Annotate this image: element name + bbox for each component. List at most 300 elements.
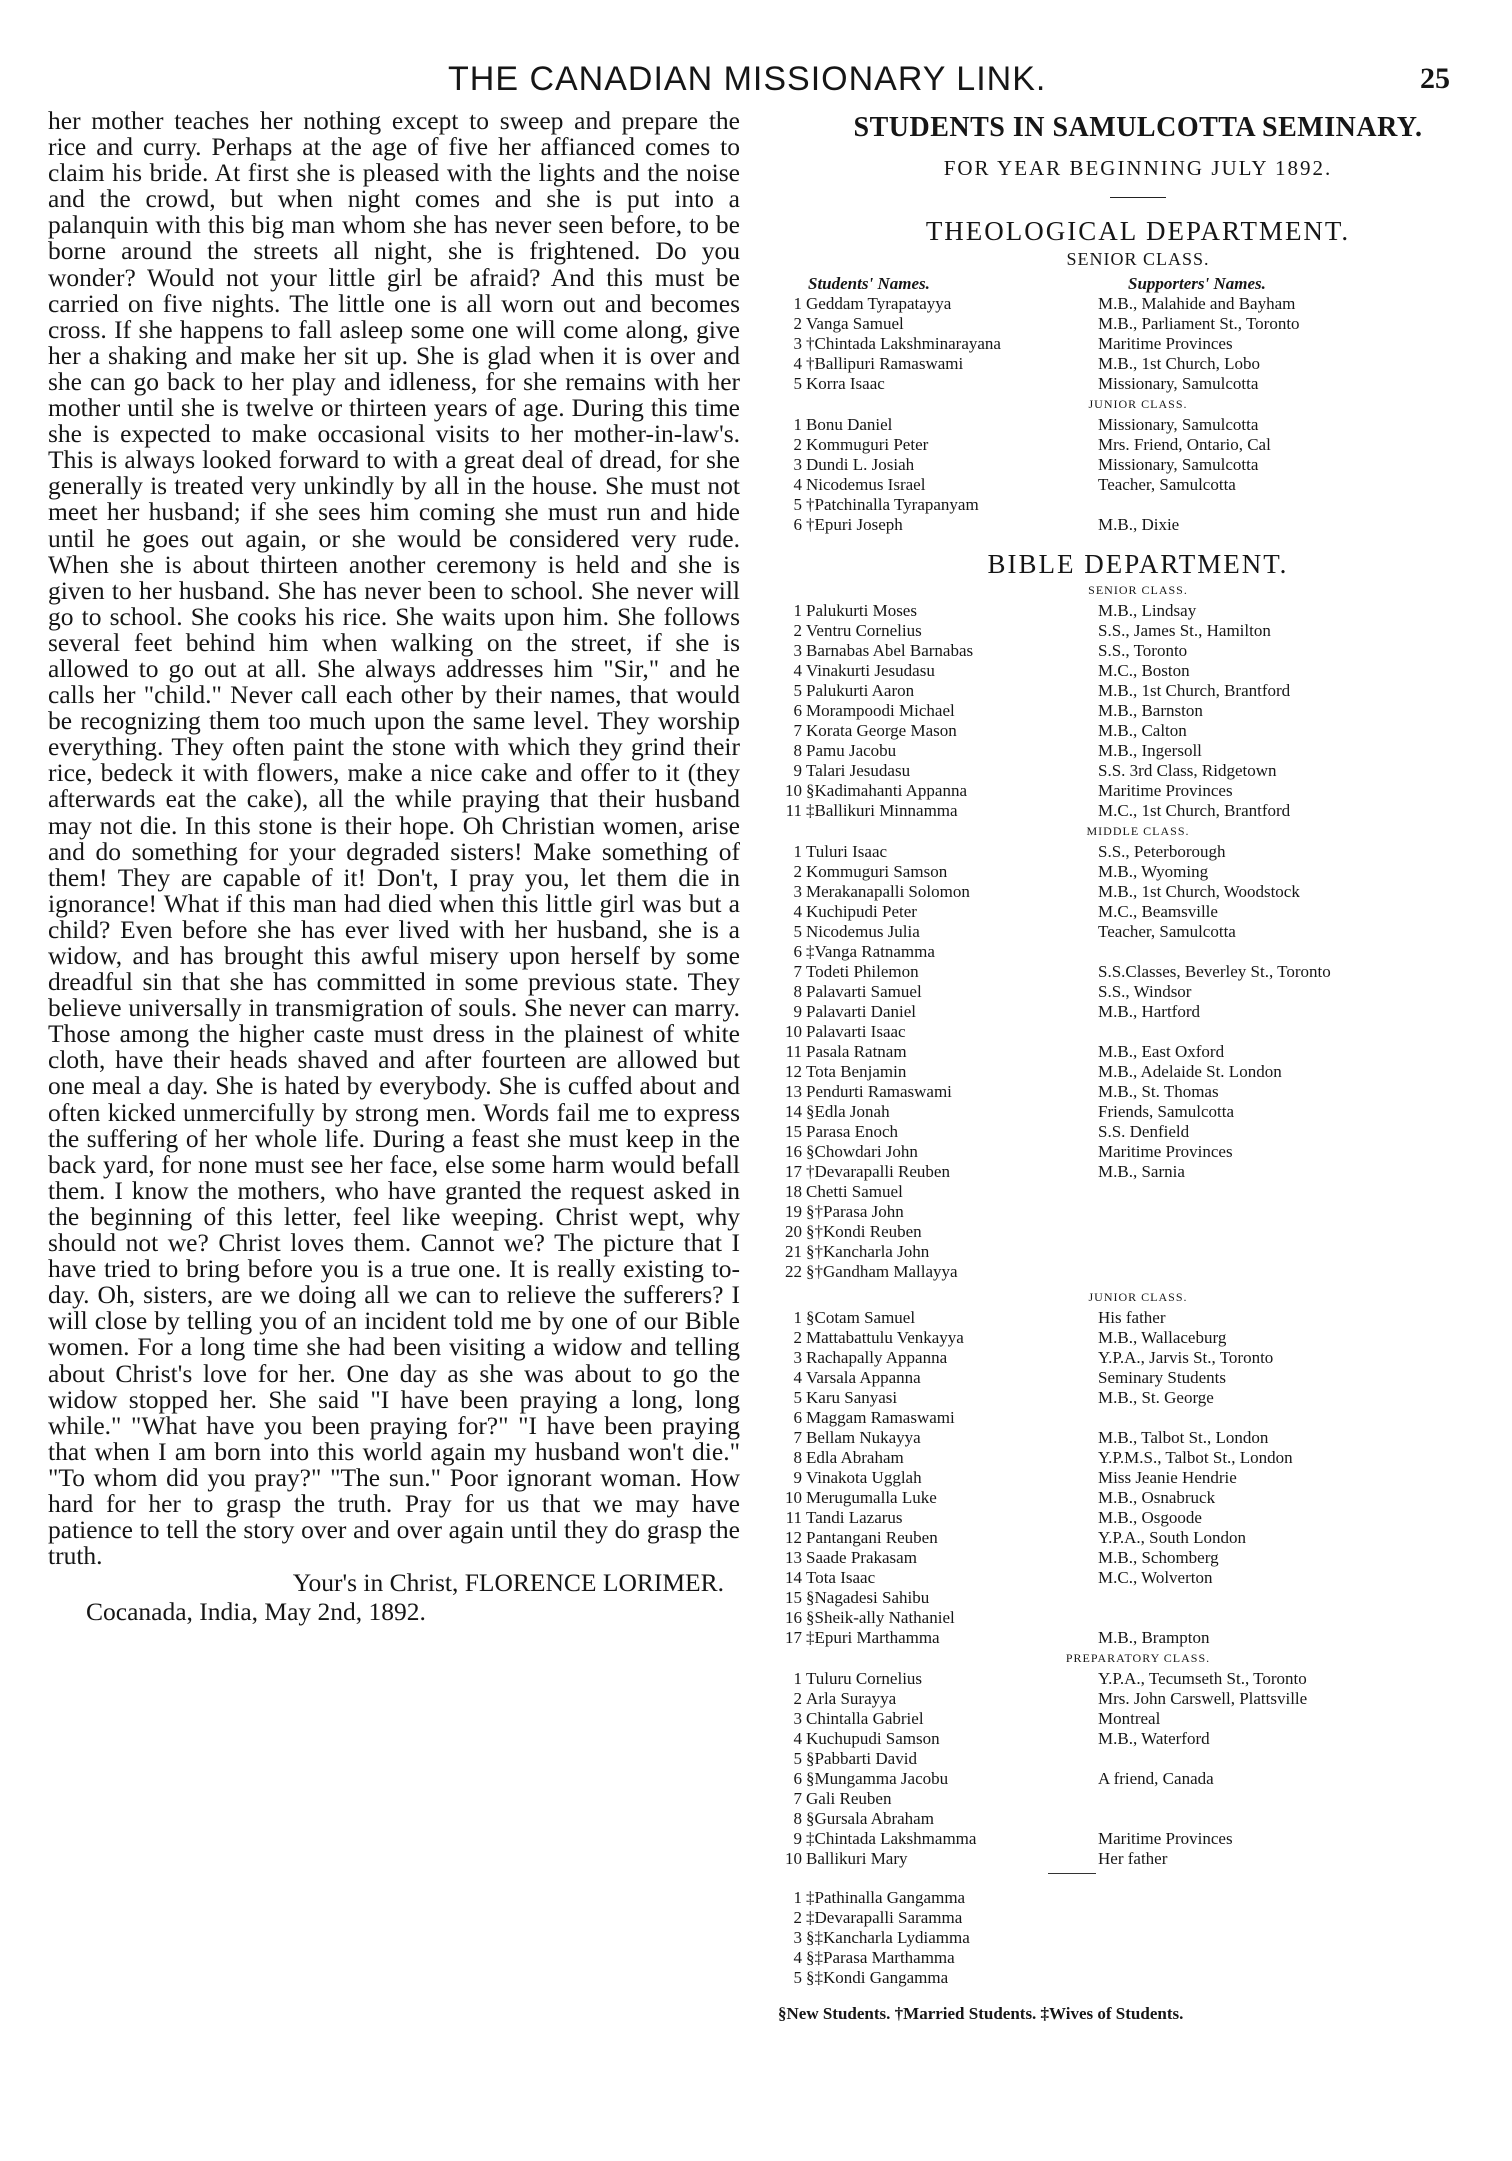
student-number: 2 (793, 1328, 802, 1347)
student-row (778, 415, 1498, 435)
class-heading: SENIOR CLASS. (1088, 583, 1188, 597)
supporter-name (1098, 495, 1498, 515)
student-number: 9 (793, 1468, 802, 1487)
student-row (778, 1328, 1498, 1348)
student-name: Saade Prakasam (806, 1548, 917, 1567)
student-number: 12 (785, 1528, 802, 1547)
divider (1110, 197, 1166, 198)
student-row (778, 1022, 1498, 1042)
supporter-name: Maritime Provinces (1098, 1829, 1233, 1848)
student-number: 3 (793, 1348, 802, 1367)
student-row (778, 661, 1498, 681)
student-row (778, 1082, 1498, 1102)
student-name: Arla Surayya (806, 1689, 897, 1708)
student-number: 5 (793, 495, 802, 514)
student-row (778, 1528, 1498, 1548)
student-number: 7 (793, 1428, 802, 1447)
student-number: 9 (793, 761, 802, 780)
student-number: 8 (793, 741, 802, 760)
student-number: 8 (793, 1448, 802, 1467)
roster-legend: §New Students. †Married Students. ‡Wives of Students. (778, 2004, 1184, 2023)
student-name: Palukurti Moses (806, 601, 917, 620)
student-name: Palavarti Daniel (806, 1002, 916, 1021)
student-row (778, 1769, 1498, 1789)
student-number: 5 (793, 681, 802, 700)
student-row (778, 1222, 1498, 1242)
supporter-name (1098, 1242, 1498, 1262)
student-name: Dundi L. Josiah (806, 455, 915, 474)
student-number: 13 (785, 1548, 802, 1567)
student-name: Tota Benjamin (806, 1062, 907, 1081)
student-name: ‡Chintada Lakshmamma (806, 1829, 977, 1848)
roster-subtitle: FOR YEAR BEGINNING JULY 1892. (943, 156, 1333, 180)
student-row (778, 1468, 1498, 1488)
student-number: 6 (793, 942, 802, 961)
supporter-name (1098, 1182, 1498, 1202)
student-name: †Patchinalla Tyrapanyam (806, 495, 979, 514)
student-name: Morampoodi Michael (806, 701, 955, 720)
supporter-name: S.S., Peterborough (1098, 842, 1226, 861)
student-name: ‡Devarapalli Saramma (806, 1908, 963, 1927)
student-row (778, 1202, 1498, 1222)
student-name: §Nagadesi Sahibu (806, 1588, 930, 1607)
student-number: 4 (793, 1948, 802, 1967)
student-number: 5 (793, 374, 802, 393)
supporter-name: M.B., East Oxford (1098, 1042, 1225, 1061)
student-number: 22 (785, 1262, 802, 1281)
student-name: Palukurti Aaron (806, 681, 915, 700)
supporter-name (1098, 1908, 1498, 1928)
supporter-name: M.B., Osnabruck (1098, 1488, 1216, 1507)
student-number: 5 (793, 922, 802, 941)
supporter-name: S.S. Denfield (1098, 1122, 1190, 1141)
student-row (778, 1789, 1498, 1809)
student-number: 6 (793, 701, 802, 720)
student-number: 1 (793, 1669, 802, 1688)
student-row (778, 942, 1498, 962)
supporter-name (1098, 1588, 1498, 1608)
student-row (778, 1348, 1498, 1368)
student-row (778, 1948, 1498, 1968)
letter-paragraph: her mother teaches her nothing except to sweep and prepare the rice and curry. Perhaps at the age of five her affianced comes to claim his bride. At first she is pleased with the lights and the noise and the crowd, but when night comes and she is put into a palanquin with this big man whom she has never seen before, to be borne around the streets all night, she is frightened. Do you wonder? Would not your little girl be afraid? And this must be carried on five nights. The little one is all worn out and becomes cross. If she happens to fall asleep some one will come along, give her a shaking and make her sit up. She is glad when it is over and she can go back to her play and idleness, for she remains with her mother until she is twelve or thirteen years of age. During this time she is expected to make occasional visits to her mother-in-law's. This is always looked forward to with a great deal of dread, for she generally is treated very unkindly by all in the house. She must not meet her husband; if she sees him coming she must run and hide until he goes out again, or she would be considered very rude. When she is about thirteen another ceremony is held and she is given to her husband. She has never been to school. She never will go to school. She cooks his rice. She waits upon him. She follows several feet behind him when walking on the street, if she is allowed to go out at all. She always addresses him "Sir," and he calls her "child." Never call each other by their names, that would be recognizing them too much upon the same level. They worship everything. They often paint the stone with which they grind their rice, bedeck it with flowers, make a nice cake and offer to it (they afterwards eat the cake), all the while praying that their husband may not die. In this stone is their hope. Oh Christian women, arise and do something for your degraded sisters! Make something of them! They are capable of it! Don't, I pray you, let them die in ignorance! What if this man had died when this little girl was but a child? Even before she has ever lived with her husband, she is a widow, and has brought this awful misery upon herself by some dreadful sin that she has committed in some previous state. They believe universally in transmigration of souls. She never can marry. Those among the higher caste must dress in the plainest of white cloth, have their heads shaved and after fourteen are allowed but one meal a day. She is hated by everybody. She is cuffed about and often kicked unmercifully by strong men. Words fail me to express the suffering of her whole life. During a feast she must keep in the back yard, for none must see her face, else some harm would befall them. I know the mothers, who have granted the request asked in the beginning of this letter, feel like weeping. Christ wept, why should not we? Christ loves them. Cannot we? The picture that I have tried to bring before you is a true one. It is really existing to-day. Oh, sisters, are we doing all we can to relieve the sufferers? I will close by telling you of an incident told me by one of our Bible women. For a long time she had been visiting a widow and telling about Christ's love for her. One day as she was about to go the widow stopped her. She said "I have been praying a long, long while." "What have you been praying for?" "I have been praying that when I am born into this world again my husband won't die." "To whom did you pray?" "The sun." Poor ignorant woman. How hard for her to grasp the truth. Pray for us that we may have patience to tell the story over and over again until they do grasp the truth. (48, 106, 740, 1571)
student-row (778, 902, 1498, 922)
supporter-name: Y.P.A., South London (1098, 1528, 1246, 1547)
student-name: §Kadimahanti Appanna (806, 781, 967, 800)
student-name: †Epuri Joseph (806, 515, 903, 534)
student-number: 9 (793, 1829, 802, 1848)
supporter-name: Seminary Students (1098, 1368, 1226, 1387)
student-row (778, 1548, 1498, 1568)
student-name: †Ballipuri Ramaswami (806, 354, 964, 373)
supporter-name: S.S. 3rd Class, Ridgetown (1098, 761, 1277, 780)
student-name: Bellam Nukayya (806, 1428, 921, 1447)
student-row (778, 455, 1498, 475)
student-row (778, 1242, 1498, 1262)
supporter-name: M.B., Lindsay (1098, 601, 1197, 620)
student-number: 1 (793, 842, 802, 861)
student-name: §†Parasa John (806, 1202, 904, 1221)
student-number: 16 (785, 1608, 802, 1627)
supporter-name: M.B., Schomberg (1098, 1548, 1219, 1567)
page-number: 25 (1420, 62, 1450, 95)
student-number: 6 (793, 1769, 802, 1788)
student-number: 7 (793, 721, 802, 740)
theological-junior-list (778, 415, 1498, 535)
supporter-name: M.B., Malahide and Bayham (1098, 294, 1296, 313)
supporter-name (1098, 1789, 1498, 1809)
student-name: ‡Pathinalla Gangamma (806, 1888, 966, 1907)
student-number: 3 (793, 1709, 802, 1728)
supporter-name: Missionary, Samulcotta (1098, 374, 1259, 393)
student-row (778, 1448, 1498, 1468)
student-name: Parasa Enoch (806, 1122, 899, 1141)
student-number: 11 (785, 801, 802, 820)
student-row (778, 842, 1498, 862)
student-row (778, 294, 1498, 314)
supporter-name (1098, 1948, 1498, 1968)
supporter-name: M.C., Beamsville (1098, 902, 1218, 921)
student-name: Mattabattulu Venkayya (806, 1328, 964, 1347)
student-name: Edla Abraham (806, 1448, 904, 1467)
student-row (778, 1888, 1498, 1908)
student-name: Palavarti Samuel (806, 982, 922, 1001)
student-row (778, 1628, 1498, 1648)
student-row (778, 314, 1498, 334)
student-number: 2 (793, 862, 802, 881)
student-row (778, 1669, 1498, 1689)
student-name: ‡Ballikuri Minnamma (806, 801, 958, 820)
student-row (778, 1709, 1498, 1729)
student-row (778, 1829, 1498, 1849)
student-row (778, 681, 1498, 701)
supporter-name: M.B., St. Thomas (1098, 1082, 1219, 1101)
student-name: †Chintada Lakshminarayana (806, 334, 1001, 353)
student-name: §‡Kancharla Lydiamma (806, 1928, 970, 1947)
theological-heading: THEOLOGICAL DEPARTMENT. (925, 216, 1351, 246)
student-name: Ventru Cornelius (806, 621, 922, 640)
student-number: 3 (793, 882, 802, 901)
student-number: 15 (785, 1122, 802, 1141)
student-row (778, 1042, 1498, 1062)
supporter-name: Miss Jeanie Hendrie (1098, 1468, 1237, 1487)
letter-signature: Your's in Christ, FLORENCE LORIMER. (292, 1568, 724, 1598)
student-row (778, 1849, 1498, 1869)
student-number: 3 (793, 455, 802, 474)
student-number: 4 (793, 1729, 802, 1748)
student-number: 15 (785, 1588, 802, 1607)
student-name: †Devarapalli Reuben (806, 1162, 950, 1181)
theological-senior-list (778, 294, 1498, 394)
student-row (778, 374, 1498, 394)
student-row (778, 741, 1498, 761)
bible-senior-list (778, 601, 1498, 821)
student-row (778, 1002, 1498, 1022)
supporter-name: Teacher, Samulcotta (1098, 475, 1236, 494)
student-name: Tuluri Isaac (806, 842, 888, 861)
student-name: Merakanapalli Solomon (806, 882, 970, 901)
supporter-name: Y.P.A., Jarvis St., Toronto (1098, 1348, 1274, 1367)
supporter-name: Mrs. John Carswell, Plattsville (1098, 1689, 1308, 1708)
letter-column (48, 108, 740, 1625)
student-name: ‡Vanga Ratnamma (806, 942, 935, 961)
student-name: Vanga Samuel (806, 314, 904, 333)
student-row (778, 862, 1498, 882)
student-name: §‡Kondi Gangamma (806, 1968, 949, 1987)
column-headings (778, 274, 1498, 294)
student-name: Palavarti Isaac (806, 1022, 906, 1041)
class-heading: SENIOR CLASS. (1066, 249, 1210, 269)
student-number: 1 (793, 415, 802, 434)
page-header (0, 60, 1512, 100)
student-name: Chintalla Gabriel (806, 1709, 924, 1728)
supporter-name: Montreal (1098, 1709, 1161, 1728)
student-number: 8 (793, 1809, 802, 1828)
student-number: 1 (793, 294, 802, 313)
student-name: Geddam Tyrapatayya (806, 294, 952, 313)
student-number: 7 (793, 1789, 802, 1808)
student-number: 9 (793, 1002, 802, 1021)
student-row (778, 801, 1498, 821)
student-name: Tota Isaac (806, 1568, 876, 1587)
student-number: 2 (793, 314, 802, 333)
student-number: 20 (785, 1222, 802, 1241)
student-name: Vinakurti Jesudasu (806, 661, 935, 680)
student-number: 8 (793, 982, 802, 1001)
student-row (778, 621, 1498, 641)
student-row (778, 982, 1498, 1002)
supporter-name (1098, 1888, 1498, 1908)
student-row (778, 1102, 1498, 1122)
student-name: Gali Reuben (806, 1789, 892, 1808)
student-name: Nicodemus Israel (806, 475, 926, 494)
student-number: 10 (785, 781, 802, 800)
student-row (778, 1262, 1498, 1282)
student-row (778, 882, 1498, 902)
student-number: 11 (785, 1508, 802, 1527)
supporter-name: Missionary, Samulcotta (1098, 455, 1259, 474)
student-name: §†Kondi Reuben (806, 1222, 922, 1241)
student-name: Ballikuri Mary (806, 1849, 908, 1868)
supporter-name: M.B., Dixie (1098, 515, 1180, 534)
bible-preparatory-list (778, 1669, 1498, 1869)
student-number: 5 (793, 1968, 802, 1987)
student-number: 17 (785, 1628, 802, 1647)
student-number: 6 (793, 1408, 802, 1427)
supporter-name: M.B., Waterford (1098, 1729, 1210, 1748)
student-row (778, 1608, 1498, 1628)
student-name: Kommuguri Peter (806, 435, 929, 454)
student-name: §†Kancharla John (806, 1242, 930, 1261)
student-name: Barnabas Abel Barnabas (806, 641, 974, 660)
supporter-name: A friend, Canada (1098, 1769, 1214, 1788)
supporter-name: M.B., Sarnia (1098, 1162, 1185, 1181)
student-number: 14 (785, 1568, 802, 1587)
supporter-name (1098, 1968, 1498, 1988)
student-name: Chetti Samuel (806, 1182, 903, 1201)
supporter-name: Friends, Samulcotta (1098, 1102, 1234, 1121)
supporter-name: M.B., Wallaceburg (1098, 1328, 1227, 1347)
supporter-name (1098, 1262, 1498, 1282)
student-number: 10 (785, 1022, 802, 1041)
supporter-name (1098, 1022, 1498, 1042)
student-row (778, 1729, 1498, 1749)
student-name: §Gursala Abraham (806, 1809, 934, 1828)
student-row (778, 354, 1498, 374)
bible-heading: BIBLE DEPARTMENT. (987, 549, 1289, 579)
bible-junior-list (778, 1308, 1498, 1648)
student-number: 13 (785, 1082, 802, 1101)
student-row (778, 1908, 1498, 1928)
student-name: Korra Isaac (806, 374, 885, 393)
student-row (778, 1142, 1498, 1162)
student-name: §†Gandham Mallayya (806, 1262, 958, 1281)
supporter-name: Y.P.M.S., Talbot St., London (1098, 1448, 1293, 1467)
student-name: §Mungamma Jacobu (806, 1769, 949, 1788)
supporter-name: M.B., Wyoming (1098, 862, 1209, 881)
student-row (778, 922, 1498, 942)
supporter-name: M.B., Parliament St., Toronto (1098, 314, 1300, 333)
roster-title: STUDENTS IN SAMULCOTTA SEMINARY. (853, 112, 1423, 143)
supporter-name: S.S., Windsor (1098, 982, 1192, 1001)
student-row (778, 701, 1498, 721)
student-name: Nicodemus Julia (806, 922, 920, 941)
student-number: 2 (793, 435, 802, 454)
student-row (778, 781, 1498, 801)
student-row (778, 475, 1498, 495)
student-name: §Sheik-ally Nathaniel (806, 1608, 955, 1627)
journal-title: THE CANADIAN MISSIONARY LINK. (448, 60, 1047, 98)
student-row (778, 1588, 1498, 1608)
student-number: 3 (793, 641, 802, 660)
student-row (778, 1428, 1498, 1448)
supporter-name (1098, 1222, 1498, 1242)
wives-list (778, 1888, 1498, 1988)
student-number: 4 (793, 475, 802, 494)
student-number: 12 (785, 1062, 802, 1081)
student-name: Pamu Jacobu (806, 741, 897, 760)
supporter-name: M.C., 1st Church, Brantford (1098, 801, 1291, 820)
student-name: Rachapally Appanna (806, 1348, 948, 1367)
student-name: Maggam Ramaswami (806, 1408, 955, 1427)
student-number: 7 (793, 962, 802, 981)
student-number: 4 (793, 902, 802, 921)
supporter-name: M.C., Wolverton (1098, 1568, 1213, 1587)
student-number: 4 (793, 1368, 802, 1387)
supporter-name: S.S., James St., Hamilton (1098, 621, 1271, 640)
student-name: Tuluru Cornelius (806, 1669, 923, 1688)
student-row (778, 495, 1498, 515)
supporter-name: M.B., Talbot St., London (1098, 1428, 1269, 1447)
supporter-name: His father (1098, 1308, 1166, 1327)
student-name: §Pabbarti David (806, 1749, 917, 1768)
student-number: 6 (793, 515, 802, 534)
student-name: Vinakota Ugglah (806, 1468, 922, 1487)
student-name: Karu Sanyasi (806, 1388, 898, 1407)
student-name: Todeti Philemon (806, 962, 919, 981)
class-heading: JUNIOR CLASS. (1088, 397, 1188, 411)
supporter-name: Maritime Provinces (1098, 1142, 1233, 1161)
student-name: Pendurti Ramaswami (806, 1082, 952, 1101)
student-number: 4 (793, 661, 802, 680)
supporter-name: M.B., Brampton (1098, 1628, 1210, 1647)
student-number: 1 (793, 1888, 802, 1907)
student-row (778, 1928, 1498, 1948)
student-number: 16 (785, 1142, 802, 1161)
student-row (778, 962, 1498, 982)
supporter-name: M.B., 1st Church, Woodstock (1098, 882, 1300, 901)
letter-place-date: Cocanada, India, May 2nd, 1892. (86, 1597, 426, 1627)
student-name: §Chowdari John (806, 1142, 918, 1161)
student-row (778, 435, 1498, 455)
divider (1048, 1873, 1096, 1874)
supporter-name: M.B., 1st Church, Lobo (1098, 354, 1260, 373)
supporter-name (1098, 1608, 1498, 1628)
student-name: Kuchipudi Peter (806, 902, 917, 921)
student-row (778, 1689, 1498, 1709)
supporter-name: Her father (1098, 1849, 1168, 1868)
student-number: 18 (785, 1182, 802, 1201)
roster-column (778, 108, 1498, 2024)
supporter-name (1098, 1202, 1498, 1222)
supporter-name (1098, 1408, 1498, 1428)
student-number: 2 (793, 1689, 802, 1708)
student-row (778, 1368, 1498, 1388)
supporter-name (1098, 1749, 1498, 1769)
student-row (778, 334, 1498, 354)
student-row (778, 1062, 1498, 1082)
student-number: 4 (793, 354, 802, 373)
student-name: Kuchupudi Samson (806, 1729, 940, 1748)
student-row (778, 515, 1498, 535)
student-row (778, 1749, 1498, 1769)
supporter-name: Teacher, Samulcotta (1098, 922, 1236, 941)
student-name: §Edla Jonah (806, 1102, 890, 1121)
student-number: 17 (785, 1162, 802, 1181)
student-number: 2 (793, 621, 802, 640)
student-number: 3 (793, 334, 802, 353)
bible-middle-list (778, 842, 1498, 1282)
student-row (778, 1162, 1498, 1182)
supporter-name: Y.P.A., Tecumseth St., Toronto (1098, 1669, 1307, 1688)
supporter-name: M.C., Boston (1098, 661, 1190, 680)
supporter-name: Maritime Provinces (1098, 334, 1233, 353)
supporter-name: M.B., St. George (1098, 1388, 1214, 1407)
student-number: 1 (793, 1308, 802, 1327)
student-name: Varsala Appanna (806, 1368, 921, 1387)
supporter-name (1098, 1809, 1498, 1829)
supporter-name: M.B., Osgoode (1098, 1508, 1202, 1527)
student-name: Korata George Mason (806, 721, 957, 740)
class-heading: JUNIOR CLASS. (1088, 1290, 1188, 1304)
supporter-name: Maritime Provinces (1098, 781, 1233, 800)
student-number: 5 (793, 1388, 802, 1407)
student-number: 2 (793, 1908, 802, 1927)
student-number: 10 (785, 1849, 802, 1868)
student-name: ‡Epuri Marthamma (806, 1628, 940, 1647)
supporter-name: M.B., Adelaide St. London (1098, 1062, 1282, 1081)
student-name: Merugumalla Luke (806, 1488, 937, 1507)
supporters-column-heading: Supporters' Names. (1128, 274, 1266, 293)
supporter-name: Mrs. Friend, Ontario, Cal (1098, 435, 1271, 454)
student-number: 11 (785, 1042, 802, 1061)
student-number: 21 (785, 1242, 802, 1261)
student-name: Kommuguri Samson (806, 862, 948, 881)
supporter-name (1098, 1928, 1498, 1948)
student-row (778, 641, 1498, 661)
student-name: §Cotam Samuel (806, 1308, 916, 1327)
student-row (778, 761, 1498, 781)
students-column-heading: Students' Names. (808, 274, 930, 293)
